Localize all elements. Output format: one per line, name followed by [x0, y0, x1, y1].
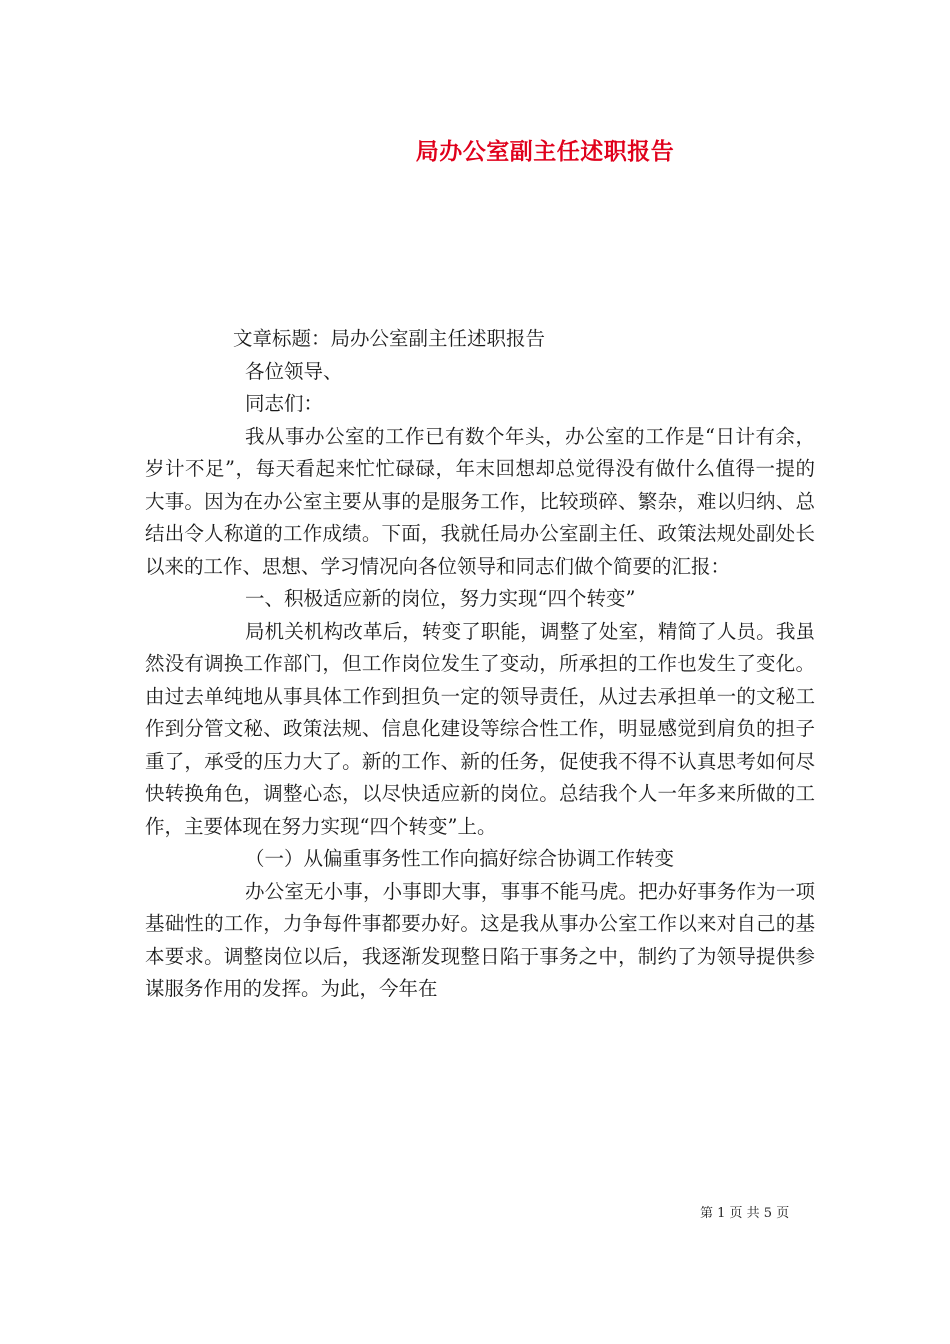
page-number-footer: 第 1 页 共 5 页 [700, 1206, 790, 1221]
subsection-heading-1: （一）从偏重事务性工作向搞好综合协调工作转变 [245, 847, 675, 870]
salutation-leaders: 各位领导、 [245, 359, 343, 383]
document-title: 局办公室副主任述职报告 [415, 138, 675, 165]
paragraph-section-1: 局机关机构改革后，转变了职能，调整了处室，精简了人员。我虽然没有调换工作部门，但工作岗位发生了变动，所承担的工作也发生了变化。由过去单纯地从事具体工作到担负一定的领导责任，从过去承担单一的文秘工作到分管文秘、政策法规、信息化建设等综合性工作，明显感觉到肩负的担子重了，承受的压力大了。新的工作、新的任务，促使我不得不认真思考如何尽快转换角色，调整心态，以尽快适应新的岗位。总结我个人一年多来所做的工作，主要体现在努力实现“四个转变”上。 [145, 619, 815, 838]
document-body [145, 323, 815, 1006]
salutation-comrades: 同志们： [245, 392, 324, 415]
paragraph-subsection-1: 办公室无小事，小事即大事，事事不能马虎。把办好事务作为一项基础性的工作，力争每件事都要办好。这是我从事办公室工作以来对自己的基本要求。调整岗位以后，我逐渐发现整日陷于事务之中，制约了为领导提供参谋服务作用的发挥。为此，今年在 [145, 879, 815, 1000]
section-heading-1: 一、积极适应新的岗位，努力实现“四个转变” [245, 587, 636, 610]
article-title-line: 文章标题：局办公室副主任述职报告 [233, 327, 546, 350]
paragraph-intro: 我从事办公室的工作已有数个年头，办公室的工作是“日计有余，岁计不足”，每天看起来忙忙碌碌，年末回想却总觉得没有做什么值得一提的大事。因为在办公室主要从事的是服务工作，比较琐碎、繁杂，难以归纳、总结出令人称道的工作成绩。下面，我就任局办公室副主任、政策法规处副处长以来的工作、思想、学习情况向各位领导和同志们做个简要的汇报： [145, 424, 815, 578]
